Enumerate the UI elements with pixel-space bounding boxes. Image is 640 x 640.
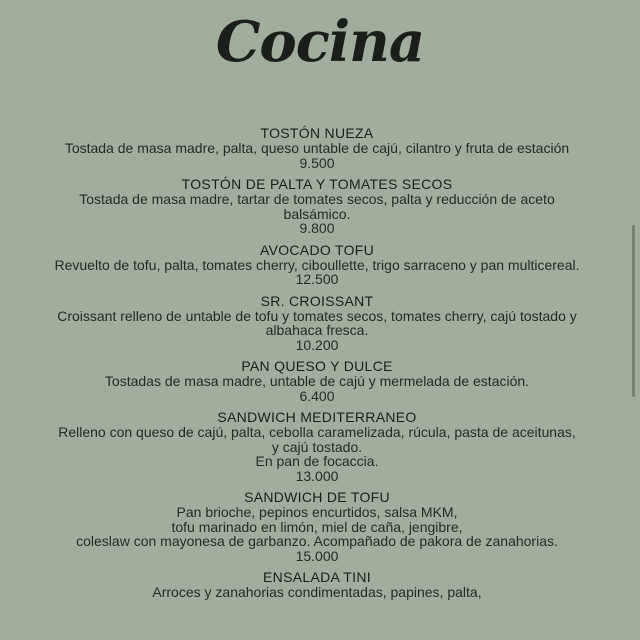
- menu-item-description: [10, 258, 624, 273]
- menu-item-description: [10, 141, 624, 156]
- menu-item: [10, 177, 624, 236]
- menu-item-name: TOSTÓN DE PALTA Y TOMATES SECOS: [181, 176, 453, 192]
- menu-item: [10, 294, 624, 353]
- menu-item-description: [10, 192, 624, 221]
- menu-item-description-line: Arroces y zanahorias condimentadas, papines, palta,: [152, 584, 482, 600]
- menu-item-price: 15.000: [295, 547, 339, 564]
- menu-item-description-line: y cajú tostado.: [271, 438, 363, 455]
- menu-item-description: [10, 374, 624, 389]
- menu-item-price: 10.200: [295, 336, 339, 353]
- menu-item-description-line: albahaca fresca.: [265, 322, 369, 338]
- menu-item-description-line: balsámico.: [283, 205, 351, 222]
- menu-item-price: 13.000: [295, 467, 339, 484]
- menu-item: [10, 490, 624, 563]
- menu-item-description-line: Relleno con queso de cajú, palta, cebolla caramelizada, rúcula, pasta de aceitunas,: [58, 424, 576, 440]
- menu-item: [10, 570, 624, 600]
- menu-item-price: 9.500: [299, 154, 335, 171]
- menu-item-description: [10, 309, 624, 338]
- menu-item-description-line: En pan de focaccia.: [255, 453, 379, 469]
- menu-item-description: [10, 585, 624, 600]
- menu-item-name: SANDWICH DE TOFU: [244, 489, 390, 505]
- menu-item: [10, 243, 624, 287]
- menu-item-name: SANDWICH MEDITERRANEO: [217, 409, 417, 425]
- menu-item-description-line: coleslaw con mayonesa de garbanzo. Acompañado de pakora de zanahorias.: [76, 533, 558, 549]
- menu-item-price: 9.800: [299, 220, 335, 236]
- menu-item-name: TOSTÓN NUEZA: [260, 125, 374, 141]
- menu-item-description-line: Tostadas de masa madre, untable de cajú y mermelada de estación.: [104, 373, 530, 389]
- menu-item-description-line: Tostada de masa madre, tartar de tomates secos, palta y reducción de aceto: [79, 191, 555, 207]
- menu-item: [10, 126, 624, 170]
- menu-item: [10, 359, 624, 403]
- page-title: Cocina: [215, 9, 425, 75]
- menu-list: [10, 126, 624, 607]
- menu-item-description-line: tofu marinado en limón, miel de caña, jengibre,: [171, 518, 463, 535]
- menu-item: [10, 410, 624, 483]
- vertical-scrollbar[interactable]: [632, 225, 635, 397]
- menu-item-name: ENSALADA TINI: [263, 569, 371, 585]
- menu-item-name: SR. CROISSANT: [260, 292, 374, 309]
- menu-item-description: [10, 425, 624, 469]
- menu-item-description-line: Pan brioche, pepinos encurtidos, salsa MKM,: [176, 504, 458, 520]
- menu-item-description: [10, 505, 624, 549]
- menu-item-name: AVOCADO TOFU: [259, 241, 375, 258]
- menu-item-description-line: Croissant relleno de untable de tofu y tomates secos, tomates cherry, cajú tostado y: [57, 307, 577, 324]
- menu-item-description-line: Tostada de masa madre, palta, queso untable de cajú, cilantro y fruta de estación: [64, 140, 570, 156]
- menu-item-description-line: Revuelto de tofu, palta, tomates cherry, ciboullette, trigo sarraceno y pan multicereal.: [54, 256, 580, 273]
- menu-item-price: 6.400: [299, 387, 335, 404]
- menu-item-price: 12.500: [295, 271, 339, 287]
- menu-item-name: PAN QUESO Y DULCE: [241, 358, 393, 374]
